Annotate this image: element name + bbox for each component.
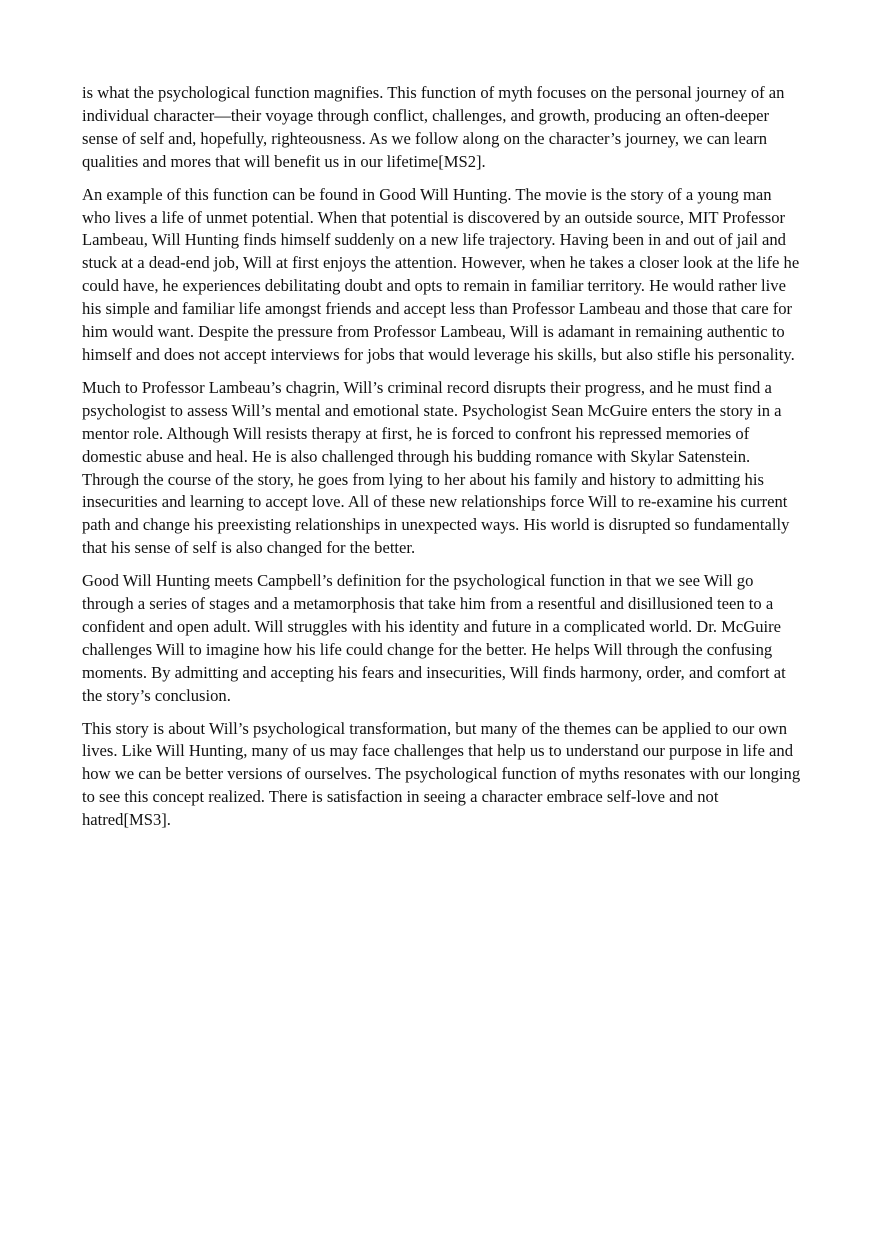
- document-body: [82, 82, 804, 842]
- paragraph-1: is what the psychological function magnifies. This function of myth focuses on the personal journey of an individual character—their voyage through conflict, challenges, and growth, producing an often-deeper sense of self and, hopefully, righteousness. As we follow along on the character’s journey, we can learn qualities and mores that will benefit us in our lifetime[MS2].: [82, 83, 785, 171]
- paragraph-5: This story is about Will’s psychological transformation, but many of the themes can be applied to our own lives. Like Will Hunting, many of us may face challenges that help us to understand our purpose in life and how we can be better versions of ourselves. The psychological function of myths resonates with our longing to see this concept realized. There is satisfaction in seeing a character embrace self-love and not hatred[MS3].: [82, 718, 801, 830]
- paragraph-3: Much to Professor Lambeau’s chagrin, Will’s criminal record disrupts their progress, and he must find a psychologist to assess Will’s mental and emotional state. Psychologist Sean McGuire enters the story in a mentor role. Although Will resists therapy at first, he is forced to confront his repressed memories of domestic abuse and heal. He is also challenged through his budding romance with Skylar Satenstein. Through the course of the story, he goes from lying to her about his family and history to admitting his insecurities and learning to accept love. All of these new relationships force Will to re-examine his current path and change his preexisting relationships in unexpected ways. His world is disrupted so fundamentally that his sense of self is also changed for the better.: [82, 377, 790, 558]
- paragraph-2: An example of this function can be found in Good Will Hunting. The movie is the story of a young man who lives a life of unmet potential. When that potential is discovered by an outside source, MIT Professor Lambeau, Will Hunting finds himself suddenly on a new life trajectory. Having been in and out of jail and stuck at a dead-end job, Will at first enjoys the attention. However, when he takes a closer look at the life he could have, he experiences debilitating doubt and opts to remain in familiar territory. He would rather live his simple and familiar life amongst friends and accept less than Professor Lambeau and those that care for him would want. Despite the pressure from Professor Lambeau, Will is adamant in remaining authentic to himself and does not accept interviews for jobs that would leverage his skills, but also stifle his personality.: [82, 184, 800, 364]
- paragraph-4: Good Will Hunting meets Campbell’s definition for the psychological function in that we see Will go through a series of stages and a metamorphosis that take him from a resentful and disillusioned teen to a confident and open adult. Will struggles with his identity and future in a complicated world. Dr. McGuire challenges Will to imagine how his life could change for the better. He helps Will through the confusing moments. By admitting and accepting his fears and insecurities, Will finds harmony, order, and comfort at the story’s conclusion.: [82, 571, 786, 705]
